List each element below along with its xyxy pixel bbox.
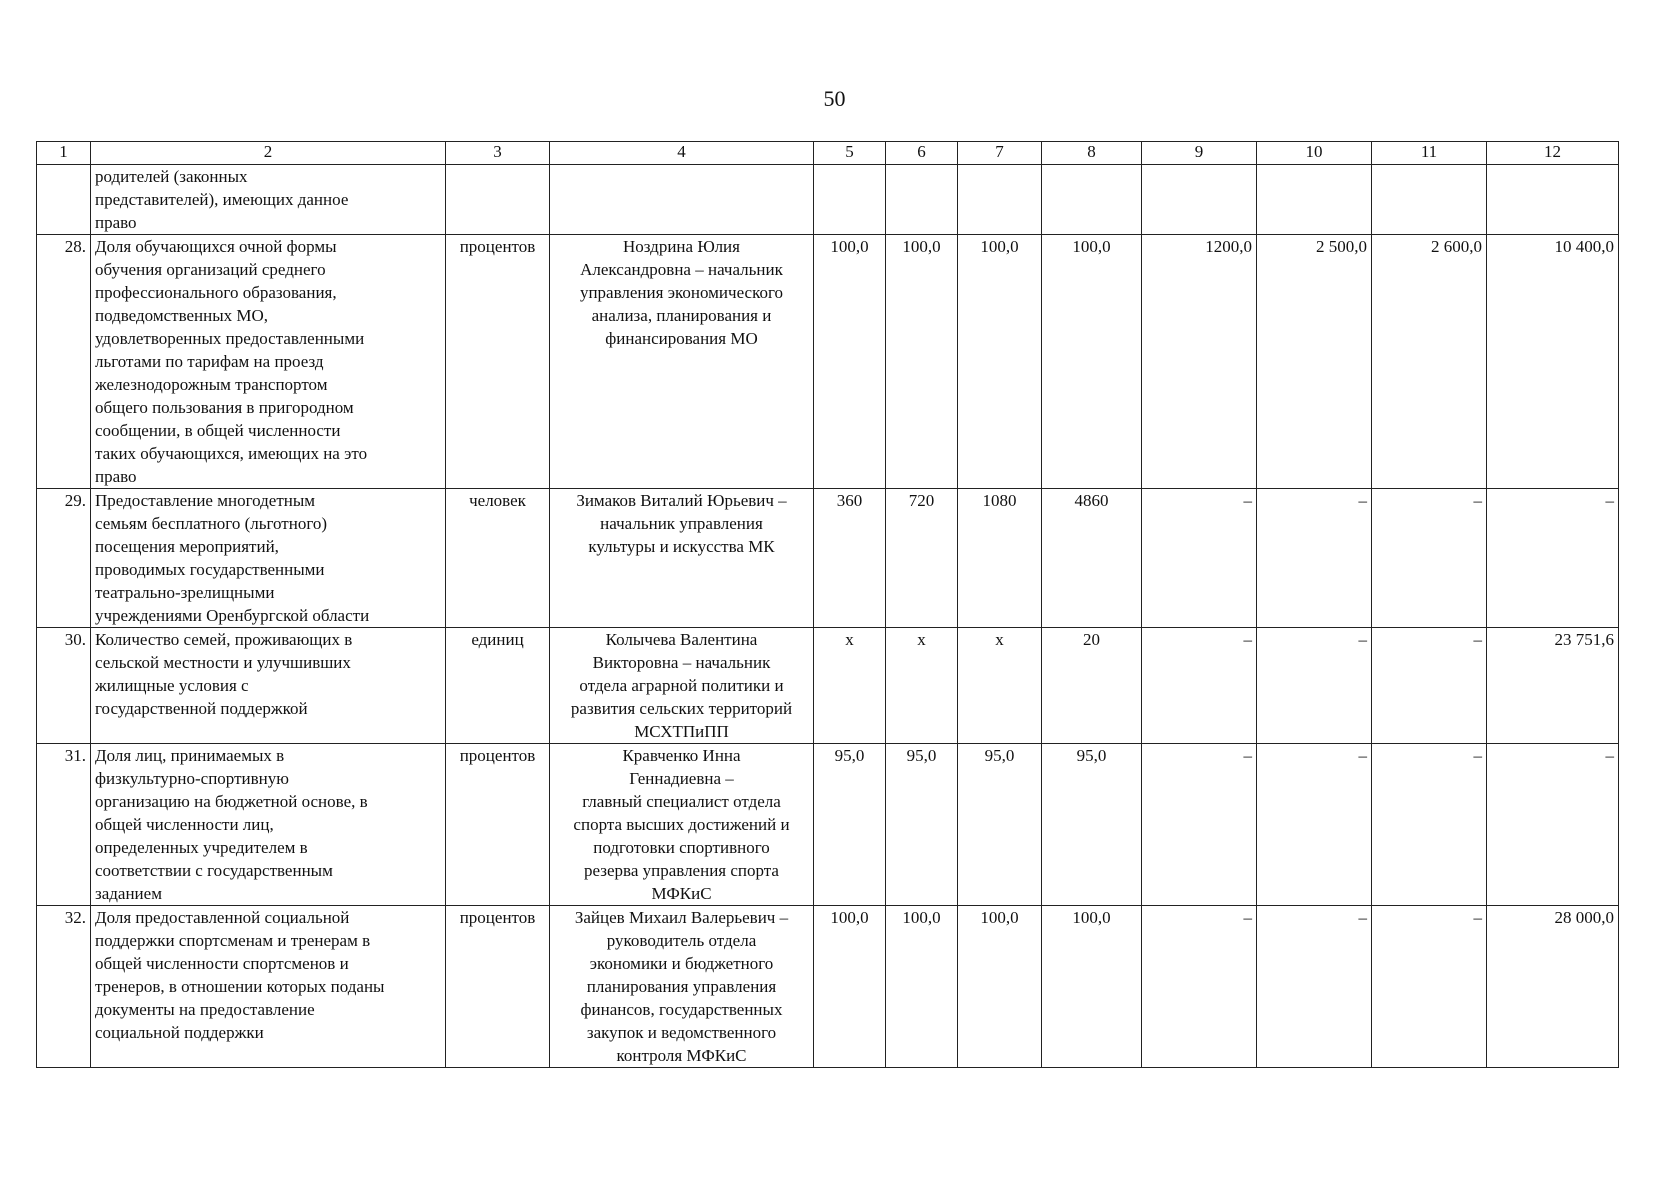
column-number: 6 — [886, 142, 958, 165]
value-cell: 20 — [1042, 628, 1142, 744]
amount-cell: – — [1487, 489, 1619, 628]
value-cell: 1080 — [958, 489, 1042, 628]
responsible-cell: Зайцев Михаил Валерьевич – руководитель отдела экономики и бюджетного планирования управления финансов, государственных закупок и ведомственного контроля МФКиС — [550, 906, 814, 1068]
amount-cell: – — [1372, 489, 1487, 628]
row-number: 30. — [37, 628, 91, 744]
value-cell: 100,0 — [958, 235, 1042, 489]
value-cell — [814, 165, 886, 235]
column-number: 4 — [550, 142, 814, 165]
amount-cell: 1200,0 — [1142, 235, 1257, 489]
table-row — [37, 628, 1619, 744]
amount-cell: – — [1257, 744, 1372, 906]
indicator-name: Количество семей, проживающих в сельской местности и улучшивших жилищные условия с государственной поддержкой — [91, 628, 446, 744]
responsible-cell: Кравченко Инна Геннадиевна – главный специалист отдела спорта высших достижений и подготовки спортивного резерва управления спорта МФКиС — [550, 744, 814, 906]
amount-cell — [1142, 165, 1257, 235]
value-cell — [886, 165, 958, 235]
column-number: 5 — [814, 142, 886, 165]
row-number: 28. — [37, 235, 91, 489]
table-row — [37, 744, 1619, 906]
value-cell: 720 — [886, 489, 958, 628]
row-number — [37, 165, 91, 235]
table-body — [37, 142, 1619, 1068]
value-cell: 95,0 — [886, 744, 958, 906]
unit-cell: человек — [446, 489, 550, 628]
indicators-table — [36, 141, 1619, 1068]
amount-cell: – — [1142, 628, 1257, 744]
row-number: 29. — [37, 489, 91, 628]
column-number: 12 — [1487, 142, 1619, 165]
value-cell — [958, 165, 1042, 235]
indicator-name: Доля лиц, принимаемых в физкультурно-спортивную организацию на бюджетной основе, в общей численности лиц, определенных учредителем в соответствии с государственным заданием — [91, 744, 446, 906]
amount-cell: – — [1372, 906, 1487, 1068]
column-number: 3 — [446, 142, 550, 165]
responsible-cell: Зимаков Виталий Юрьевич – начальник управления культуры и искусства МК — [550, 489, 814, 628]
value-cell — [1042, 165, 1142, 235]
unit-cell — [446, 165, 550, 235]
responsible-cell: Колычева Валентина Викторовна – начальник отдела аграрной политики и развития сельских территорий МСХТПиПП — [550, 628, 814, 744]
amount-cell: – — [1372, 744, 1487, 906]
value-cell: 100,0 — [1042, 235, 1142, 489]
amount-cell: – — [1257, 489, 1372, 628]
value-cell: 360 — [814, 489, 886, 628]
value-cell: 4860 — [1042, 489, 1142, 628]
row-number: 31. — [37, 744, 91, 906]
unit-cell: процентов — [446, 235, 550, 489]
table-row — [37, 165, 1619, 235]
value-cell: 95,0 — [1042, 744, 1142, 906]
value-cell: 100,0 — [886, 235, 958, 489]
amount-cell — [1372, 165, 1487, 235]
column-number: 8 — [1042, 142, 1142, 165]
value-cell: х — [958, 628, 1042, 744]
column-number-row — [37, 142, 1619, 165]
amount-cell: – — [1487, 744, 1619, 906]
column-number: 11 — [1372, 142, 1487, 165]
row-number: 32. — [37, 906, 91, 1068]
amount-cell: 2 600,0 — [1372, 235, 1487, 489]
amount-cell: – — [1142, 744, 1257, 906]
amount-cell — [1487, 165, 1619, 235]
amount-cell: 28 000,0 — [1487, 906, 1619, 1068]
amount-cell: 10 400,0 — [1487, 235, 1619, 489]
amount-cell — [1257, 165, 1372, 235]
responsible-cell — [550, 165, 814, 235]
value-cell: 95,0 — [958, 744, 1042, 906]
unit-cell: процентов — [446, 744, 550, 906]
indicator-name: родителей (законных представителей), имеющих данное право — [91, 165, 446, 235]
value-cell: 100,0 — [1042, 906, 1142, 1068]
amount-cell: – — [1142, 906, 1257, 1068]
unit-cell: процентов — [446, 906, 550, 1068]
column-number: 2 — [91, 142, 446, 165]
column-number: 10 — [1257, 142, 1372, 165]
page-number: 50 — [823, 86, 846, 111]
column-number: 1 — [37, 142, 91, 165]
amount-cell: – — [1257, 906, 1372, 1068]
unit-cell: единиц — [446, 628, 550, 744]
amount-cell: – — [1142, 489, 1257, 628]
value-cell: х — [886, 628, 958, 744]
table-row — [37, 489, 1619, 628]
amount-cell: – — [1257, 628, 1372, 744]
value-cell: 100,0 — [958, 906, 1042, 1068]
table-row — [37, 906, 1619, 1068]
responsible-cell: Ноздрина Юлия Александровна – начальник управления экономического анализа, планирования и финансирования МО — [550, 235, 814, 489]
amount-cell: – — [1372, 628, 1487, 744]
amount-cell: 2 500,0 — [1257, 235, 1372, 489]
amount-cell: 23 751,6 — [1487, 628, 1619, 744]
value-cell: 100,0 — [814, 906, 886, 1068]
value-cell: 100,0 — [886, 906, 958, 1068]
column-number: 7 — [958, 142, 1042, 165]
table-row — [37, 235, 1619, 489]
value-cell: 100,0 — [814, 235, 886, 489]
indicator-name: Доля предоставленной социальной поддержки спортсменам и тренерам в общей численности спортсменов и тренеров, в отношении которых поданы документы на предоставление социальной поддержки — [91, 906, 446, 1068]
value-cell: 95,0 — [814, 744, 886, 906]
indicator-name: Доля обучающихся очной формы обучения организаций среднего профессионального образования, подведомственных МО, удовлетворенных предоставленными льготами по тарифам на проезд железнодорожным транспортом общего пользования в пригородном сообщении, в общей численности таких обучающихся, имеющих на это право — [91, 235, 446, 489]
indicator-name: Предоставление многодетным семьям бесплатного (льготного) посещения мероприятий, проводимых государственными театрально-зрелищными учреждениями Оренбургской области — [91, 489, 446, 628]
value-cell: х — [814, 628, 886, 744]
column-number: 9 — [1142, 142, 1257, 165]
